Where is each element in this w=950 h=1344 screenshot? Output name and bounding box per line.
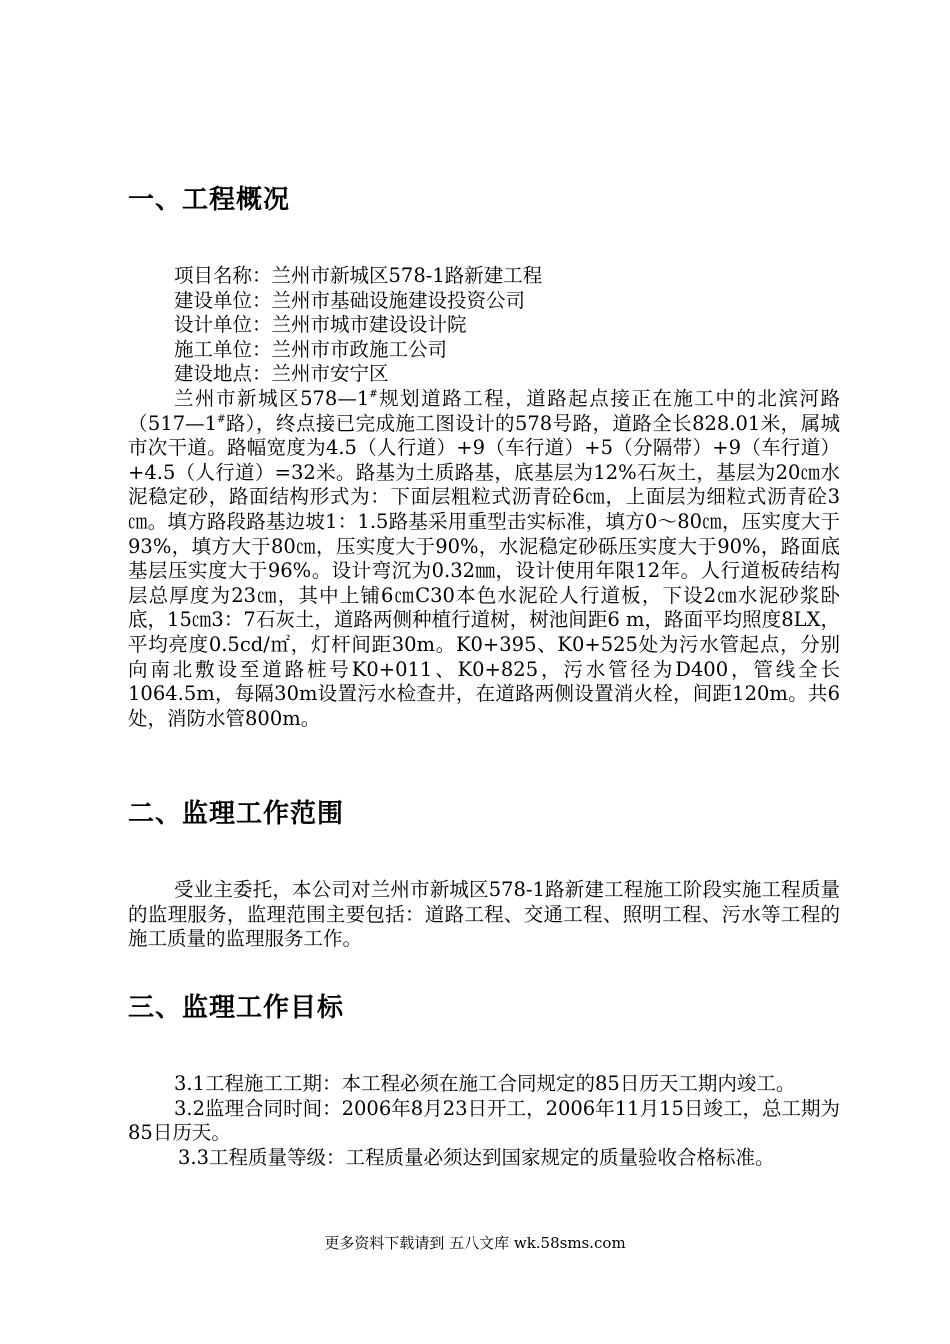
- description-sup-2: #: [217, 413, 226, 425]
- description-text-1: 兰州市新城区578—1: [174, 387, 370, 410]
- info-line-designer: 设计单位：兰州市城市建设设计院: [174, 313, 467, 337]
- info-line-location: 建设地点：兰州市安宁区: [174, 362, 389, 386]
- goal-item-quality: 3.3工程质量等级：工程质量必须达到国家规定的质量验收合格标准。: [178, 1145, 775, 1169]
- description-sup-1: #: [369, 389, 378, 400]
- section-heading-overview: 一、工程概况: [128, 185, 291, 215]
- goal-item-contract-time: 3.2监理合同时间：2006年8月23日开工，2006年11月15日竣工，总工期为85日历天。: [128, 1096, 840, 1145]
- description-text-3: 路），终点接已完成施工图设计的578号路，道路全长828.01米，属城市次干道。路幅宽度为4.5（人行道）+9（车行道）+5（分隔带）+9（车行道）+4.5（人行道）=32米。路基为土质路基，底基层为12%石灰土，基层为20㎝水泥稳定砂，路面结构形式为：下面层粗粒式沥青砼6㎝，上面层为细粒式沥青砼3㎝。填方路段路基边坡1：1.5路基采用重型击实标准，填方0～80㎝，压实度大于93%，填方大于80㎝，压实度大于90%，水泥稳定砂砾压实度大于90%，路面底基层压实度大于96%。设计弯沉为0.32㎜，设计使用年限12年。人行道板砖结构层总厚度为23㎝，其中上铺6㎝C30本色水泥砼人行道板，下设2㎝水泥砂浆卧底，15㎝3：7石灰土，道路两侧种植行道树，树池间距6 m，路面平均照度8LX，平均亮度0.5cd/㎡，灯杆间距30m。K0+395、K0+525处为污水管起点，分别向南北敷设至道路桩号K0+011、K0+825，污水管径为D400，管线全长1064.5m，每隔30m设置污水检查井，在道路两侧设置消火栓，间距120m。共6处，消防水管800m。: [128, 411, 840, 730]
- description-text-2: 规划道路工程，道路起点接正在施工中的北滨河路（517—1: [128, 387, 840, 435]
- project-info-list: [128, 264, 840, 387]
- info-line-contractor: 施工单位：兰州市市政施工公司: [174, 337, 448, 361]
- info-line-project-name: 项目名称：兰州市新城区578-1路新建工程: [174, 264, 543, 287]
- info-line-owner: 建设单位：兰州市基础设施建设投资公司: [174, 288, 526, 312]
- scope-paragraph: 受业主委托，本公司对兰州市新城区578-1路新建工程施工阶段实施工程质量的监理服务，监理范围主要包括：道路工程、交通工程、照明工程、污水等工程的施工质量的监理服务工作。: [128, 878, 840, 951]
- goals-list: [128, 1072, 840, 1170]
- section-heading-scope: 二、监理工作范围: [128, 799, 345, 829]
- goal-item-schedule: 3.1工程施工工期：本工程必须在施工合同规定的85日历天工期内竣工。: [174, 1072, 796, 1095]
- section-heading-goals: 三、监理工作目标: [128, 993, 345, 1023]
- project-description: [128, 387, 840, 731]
- page-footer: 更多资料下载请到 五八文库 wk.58sms.com: [324, 1234, 626, 1252]
